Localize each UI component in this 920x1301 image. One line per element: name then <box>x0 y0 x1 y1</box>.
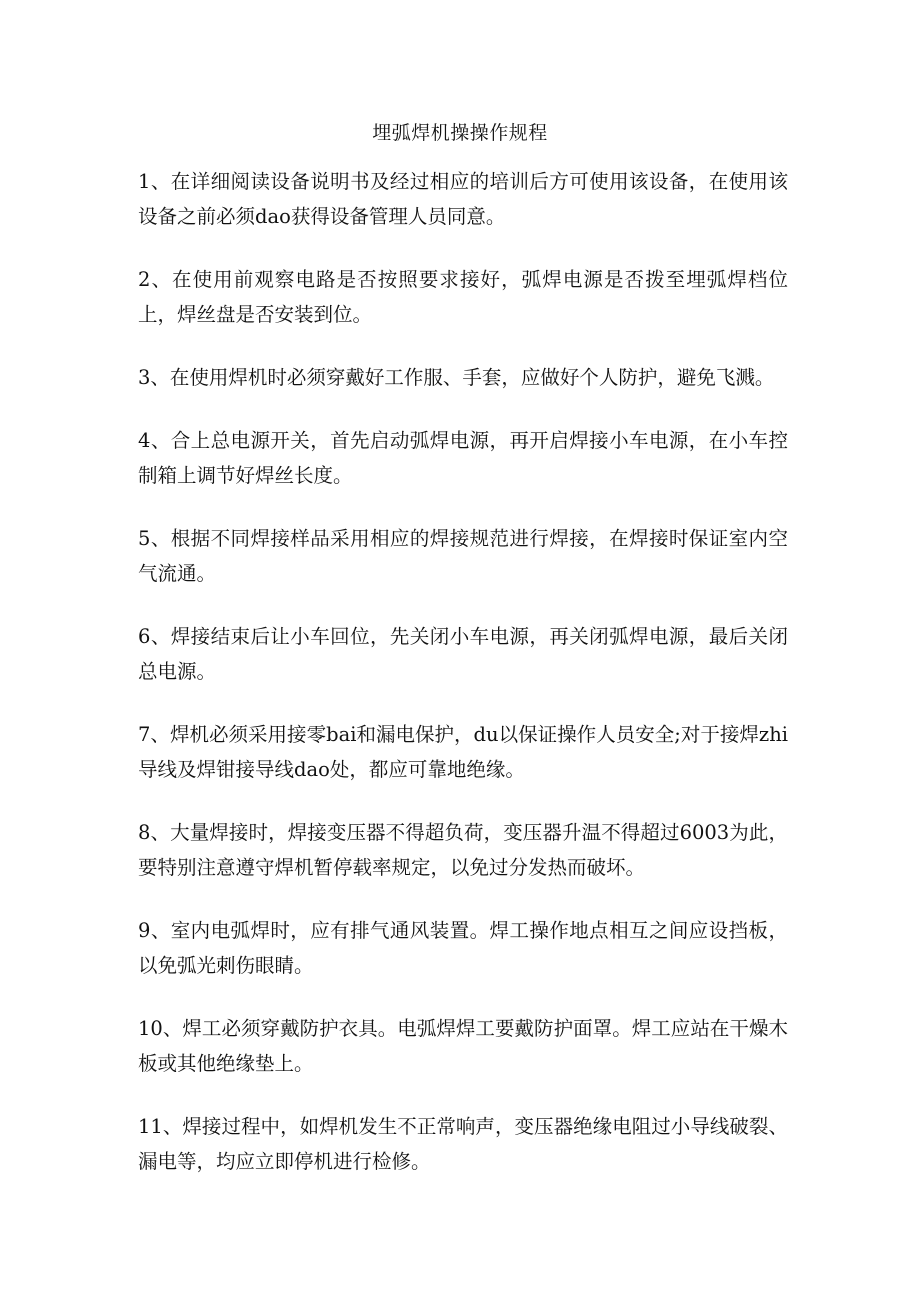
document-body <box>138 164 788 1179</box>
rule-item-1: 1、在详细阅读设备说明书及经过相应的培训后方可使用该设备，在使用该设备之前必须dao获得设备管理人员同意。 <box>138 170 788 228</box>
rule-item-6: 6、焊接结束后让小车回位，先关闭小车电源，再关闭弧焊电源，最后关闭总电源。 <box>138 625 788 683</box>
rule-item-11: 11、焊接过程中，如焊机发生不正常响声，变压器绝缘电阻过小导线破裂、漏电等，均应立即停机进行检修。 <box>138 1115 788 1173</box>
rule-item-9: 9、室内电弧焊时，应有排气通风装置。焊工操作地点相互之间应设挡板，以免弧光刺伤眼睛。 <box>138 919 788 977</box>
rule-item-7: 7、焊机必须采用接零bai和漏电保护，du以保证操作人员安全;对于接焊zhi导线及焊钳接导线dao处，都应可靠地绝缘。 <box>138 723 788 781</box>
rule-item-8: 8、大量焊接时，焊接变压器不得超负荷，变压器升温不得超过6003为此，要特别注意遵守焊机暂停载率规定，以免过分发热而破坏。 <box>138 821 788 879</box>
document-title: 埋弧焊机操操作规程 <box>372 122 548 144</box>
rule-item-4: 4、合上总电源开关，首先启动弧焊电源，再开启焊接小车电源，在小车控制箱上调节好焊丝长度。 <box>138 429 788 487</box>
rule-item-5: 5、根据不同焊接样品采用相应的焊接规范进行焊接，在焊接时保证室内空气流通。 <box>138 527 788 585</box>
rule-item-2: 2、在使用前观察电路是否按照要求接好，弧焊电源是否拨至埋弧焊档位上，焊丝盘是否安装到位。 <box>138 268 788 326</box>
rule-item-3: 3、在使用焊机时必须穿戴好工作服、手套，应做好个人防护，避免飞溅。 <box>138 366 775 389</box>
rule-item-10: 10、焊工必须穿戴防护衣具。电弧焊焊工要戴防护面罩。焊工应站在干燥木板或其他绝缘垫上。 <box>138 1017 788 1075</box>
